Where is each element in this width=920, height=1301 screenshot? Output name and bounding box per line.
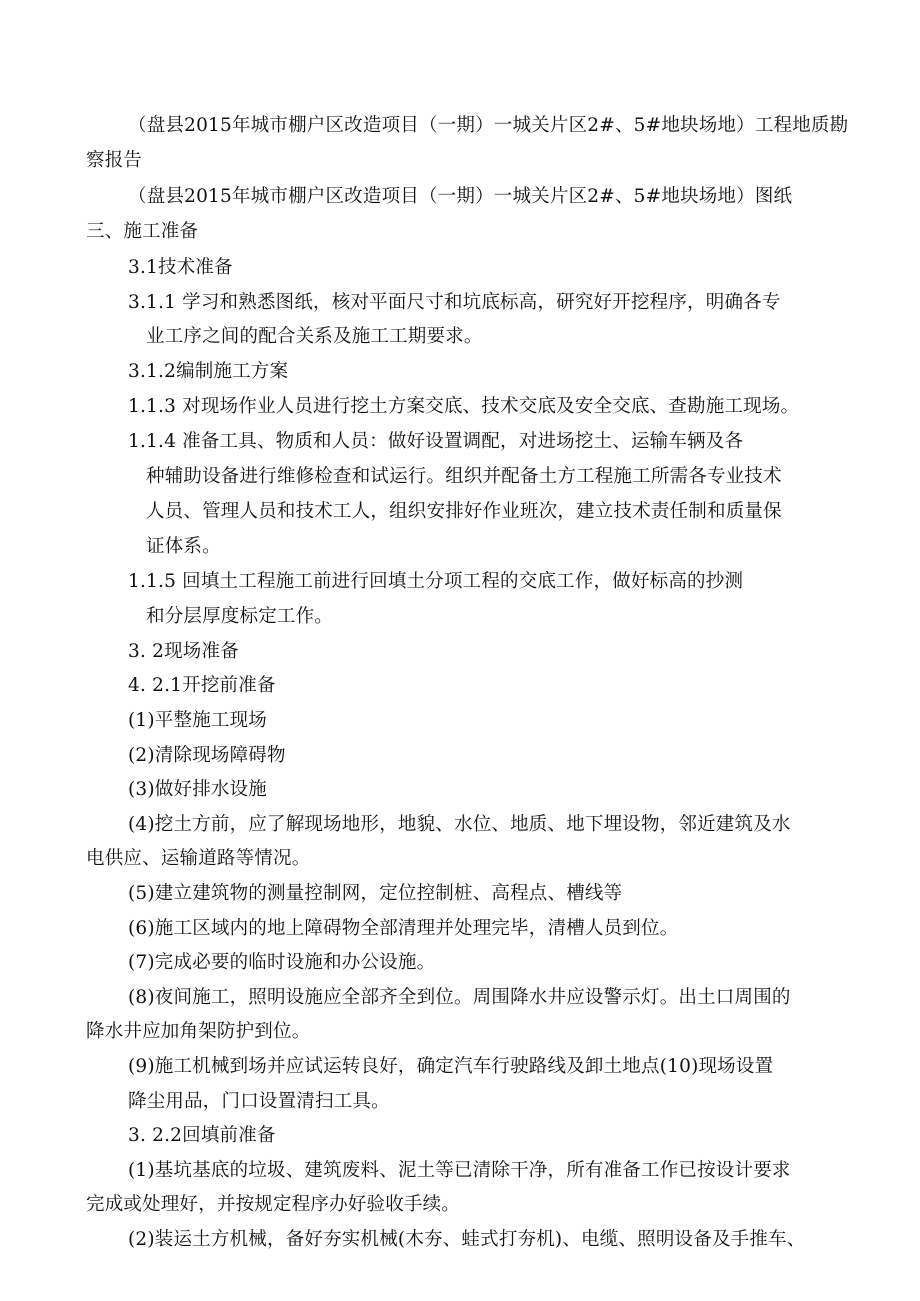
list-item-4-cont: 电供应、运输道路等情况。 [86, 848, 311, 869]
reference-geological-report-cont: 察报告 [86, 150, 143, 171]
list-item-3: (3)做好排水设施 [128, 779, 268, 800]
reference-drawings: （盘县2015年城市棚户区改造项目（一期）一城关片区2#、5#地块场地）图纸 [128, 186, 793, 207]
backfill-item-1: (1)基坑基底的垃圾、建筑废料、泥土等已清除干净，所有准备工作已按设计要求 [128, 1160, 791, 1181]
subheading-3-2: 3. 2现场准备 [128, 641, 239, 662]
item-1-1-4-cont-3: 证体系。 [146, 536, 221, 557]
item-1-1-4: 1.1.4 准备工具、物质和人员：做好设置调配，对进场挖土、运输车辆及各 [128, 431, 744, 452]
backfill-item-2: (2)装运土方机械，备好夯实机械(木夯、蛙式打夯机)、电缆、照明设备及手推车、 [128, 1229, 806, 1250]
item-3-1-1: 3.1.1 学习和熟悉图纸，核对平面尺寸和坑底标高，研究好开挖程序，明确各专 [128, 292, 781, 313]
backfill-item-1-cont: 完成或处理好，并按规定程序办好验收手续。 [86, 1194, 461, 1215]
list-item-8: (8)夜间施工，照明设施应全部齐全到位。周围降水井应设警示灯。出土口周围的 [128, 987, 791, 1008]
list-item-1: (1)平整施工现场 [128, 710, 268, 731]
item-3-1-2: 3.1.2编制施工方案 [128, 361, 289, 382]
list-item-6: (6)施工区域内的地上障碍物全部清理并处理完毕，清槽人员到位。 [128, 918, 679, 939]
list-item-5: (5)建立建筑物的测量控制网，定位控制桩、高程点、槽线等 [128, 883, 623, 904]
item-1-1-4-cont-2: 人员、管理人员和技术工人，组织安排好作业班次，建立技术责任制和质量保 [146, 501, 782, 522]
list-item-2: (2)清除现场障碍物 [128, 745, 286, 766]
subheading-3-1: 3.1技术准备 [128, 257, 233, 278]
list-item-7: (7)完成必要的临时设施和办公设施。 [128, 952, 436, 973]
section-heading-3: 三、施工准备 [86, 221, 199, 242]
list-item-8-cont: 降水井应加角架防护到位。 [86, 1021, 311, 1042]
subheading-3-2-2: 3. 2.2回填前准备 [128, 1125, 276, 1146]
item-1-1-5-cont: 和分层厚度标定工作。 [146, 606, 334, 627]
item-3-1-1-cont: 业工序之间的配合关系及施工工期要求。 [146, 326, 483, 347]
list-item-4: (4)挖土方前，应了解现场地形，地貌、水位、地质、地下埋设物，邻近建筑及水 [128, 814, 791, 835]
item-1-1-3: 1.1.3 对现场作业人员进行挖土方案交底、技术交底及安全交底、查勘施工现场。 [128, 396, 800, 417]
list-item-9-cont: 降尘用品，门口设置清扫工具。 [128, 1091, 390, 1112]
subheading-4-2-1: 4. 2.1开挖前准备 [128, 675, 276, 696]
list-item-9: (9)施工机械到场并应试运转良好，确定汽车行驶路线及卸土地点(10)现场设置 [128, 1056, 774, 1077]
item-1-1-5: 1.1.5 回填土工程施工前进行回填土分项工程的交底工作，做好标高的抄测 [128, 571, 744, 592]
reference-geological-report: （盘县2015年城市棚户区改造项目（一期）一城关片区2#、5#地块场地）工程地质勘 [128, 115, 849, 136]
item-1-1-4-cont-1: 种辅助设备进行维修检查和试运行。组织并配备土方工程施工所需各专业技术 [146, 466, 782, 487]
